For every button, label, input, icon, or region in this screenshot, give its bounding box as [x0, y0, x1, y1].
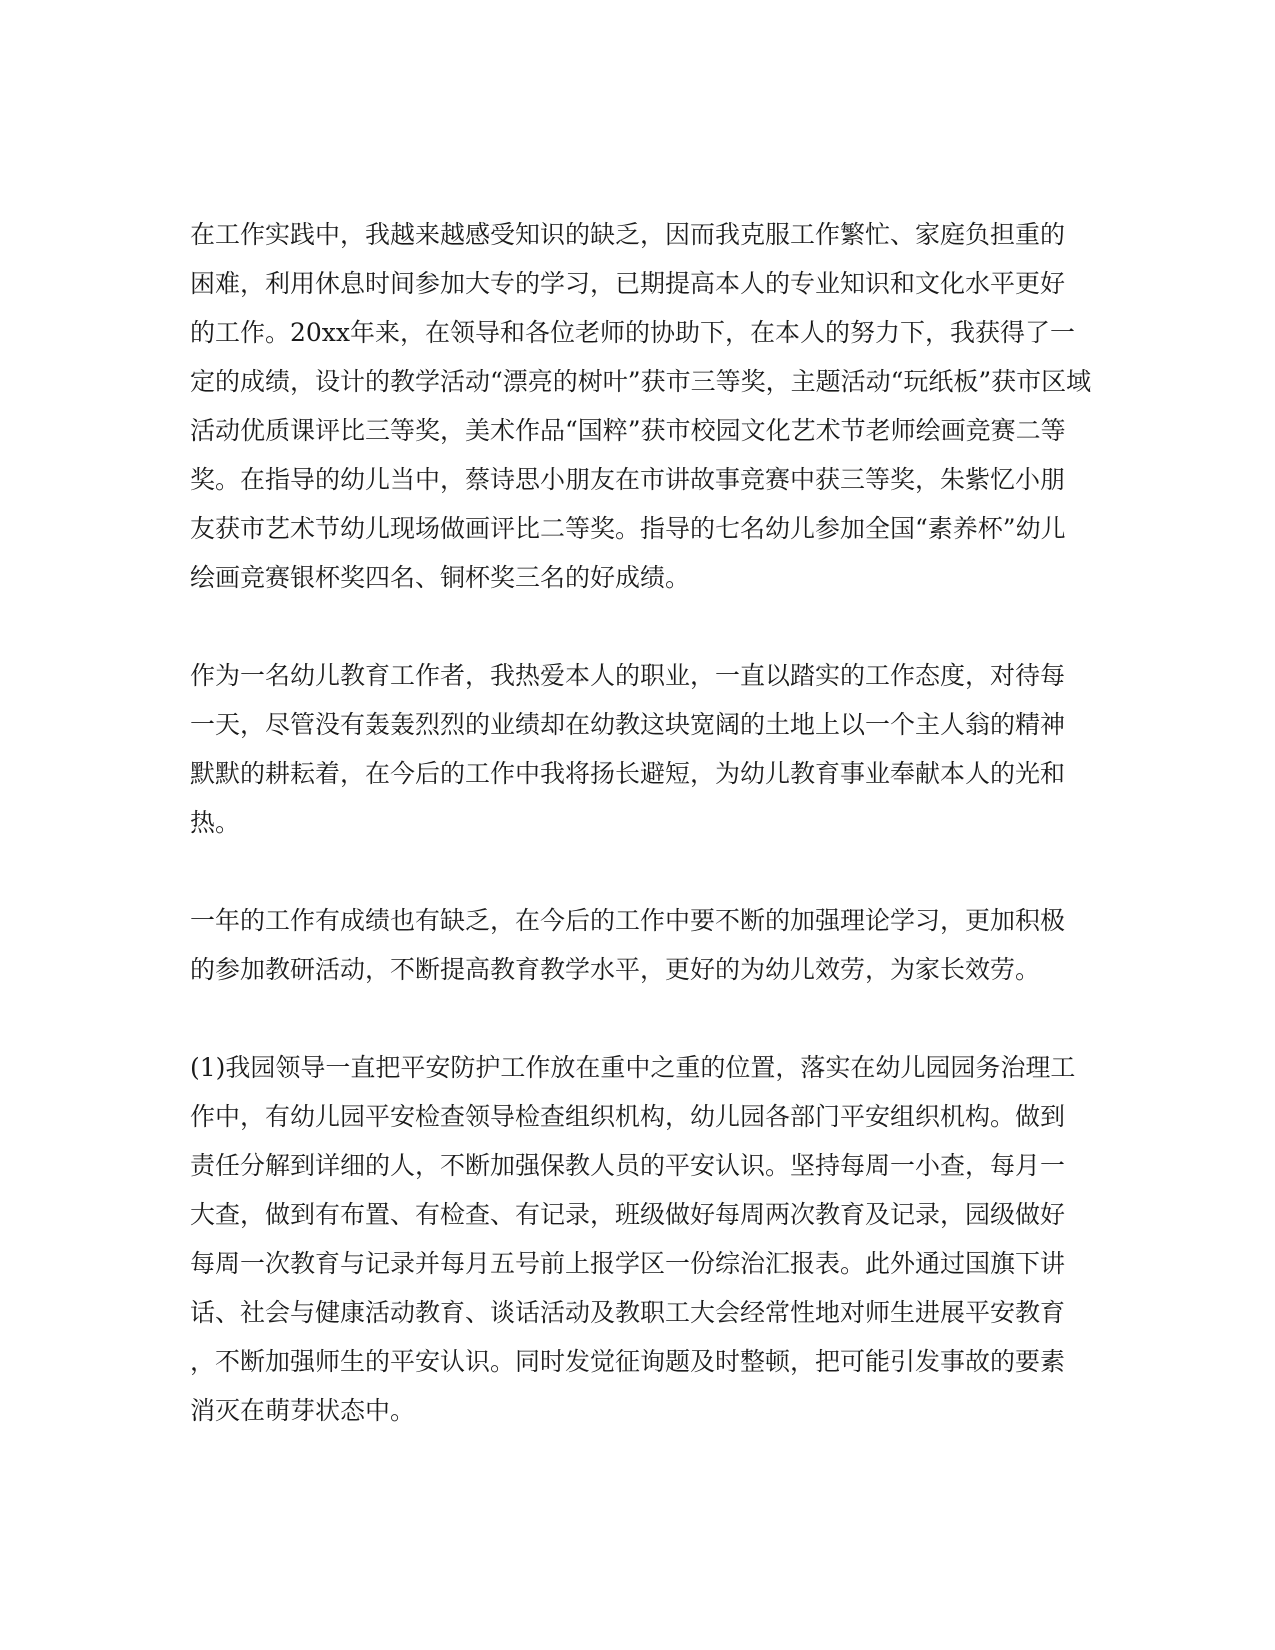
text-line: 的工作。20xx年来，在领导和各位老师的协助下，在本人的努力下，我获得了一 — [190, 318, 1076, 347]
text-line: 作为一名幼儿教育工作者，我热爱本人的职业，一直以踏实的工作态度，对待每 — [190, 661, 1066, 690]
text-line: 定的成绩，设计的教学活动“漂亮的树叶”获市三等奖，主题活动“玩纸板”获市区域 — [190, 367, 1092, 396]
text-line: 困难，利用休息时间参加大专的学习，已期提高本人的专业知识和文化水平更好 — [190, 269, 1066, 298]
text-line: 话、社会与健康活动教育、谈话活动及教职工大会经常性地对师生进展平安教育 — [190, 1298, 1066, 1327]
paragraph-summary — [190, 896, 1090, 994]
text-line: 奖。在指导的幼儿当中，蔡诗思小朋友在市讲故事竞赛中获三等奖，朱紫忆小朋 — [190, 465, 1066, 494]
paragraph-achievements — [190, 210, 1090, 602]
text-line: ，不断加强师生的平安认识。同时发觉征询题及时整顿，把可能引发事故的要素 — [190, 1347, 1066, 1376]
paragraph-safety — [190, 1043, 1090, 1435]
text-line: 活动优质课评比三等奖，美术作品“国粹”获市校园文化艺术节老师绘画竞赛二等 — [190, 416, 1066, 445]
text-line: 消灭在萌芽状态中。 — [190, 1396, 416, 1425]
text-line: 绘画竞赛银杯奖四名、铜杯奖三名的好成绩。 — [190, 563, 691, 592]
text-line: (1)我园领导一直把平安防护工作放在重中之重的位置，落实在幼儿园园务治理工 — [190, 1053, 1076, 1082]
text-line: 热。 — [190, 808, 241, 837]
text-line: 一天，尽管没有轰轰烈烈的业绩却在幼教这块宽阔的土地上以一个主人翁的精神 — [190, 710, 1066, 739]
paragraph-career-attitude — [190, 651, 1090, 847]
text-line: 友获市艺术节幼儿现场做画评比二等奖。指导的七名幼儿参加全国“素养杯”幼儿 — [190, 514, 1066, 543]
text-line: 作中，有幼儿园平安检查领导检查组织机构，幼儿园各部门平安组织机构。做到 — [190, 1102, 1066, 1131]
text-line: 一年的工作有成绩也有缺乏，在今后的工作中要不断的加强理论学习，更加积极 — [190, 906, 1066, 935]
text-line: 在工作实践中，我越来越感受知识的缺乏，因而我克服工作繁忙、家庭负担重的 — [190, 220, 1066, 249]
text-line: 的参加教研活动，不断提高教育教学水平，更好的为幼儿效劳，为家长效劳。 — [190, 955, 1041, 984]
document-body — [190, 210, 1090, 1484]
text-line: 默默的耕耘着，在今后的工作中我将扬长避短，为幼儿教育事业奉献本人的光和 — [190, 759, 1066, 788]
text-line: 责任分解到详细的人，不断加强保教人员的平安认识。坚持每周一小查，每月一 — [190, 1151, 1066, 1180]
text-line: 每周一次教育与记录并每月五号前上报学区一份综治汇报表。此外通过国旗下讲 — [190, 1249, 1066, 1278]
text-line: 大查，做到有布置、有检查、有记录，班级做好每周两次教育及记录，园级做好 — [190, 1200, 1066, 1229]
